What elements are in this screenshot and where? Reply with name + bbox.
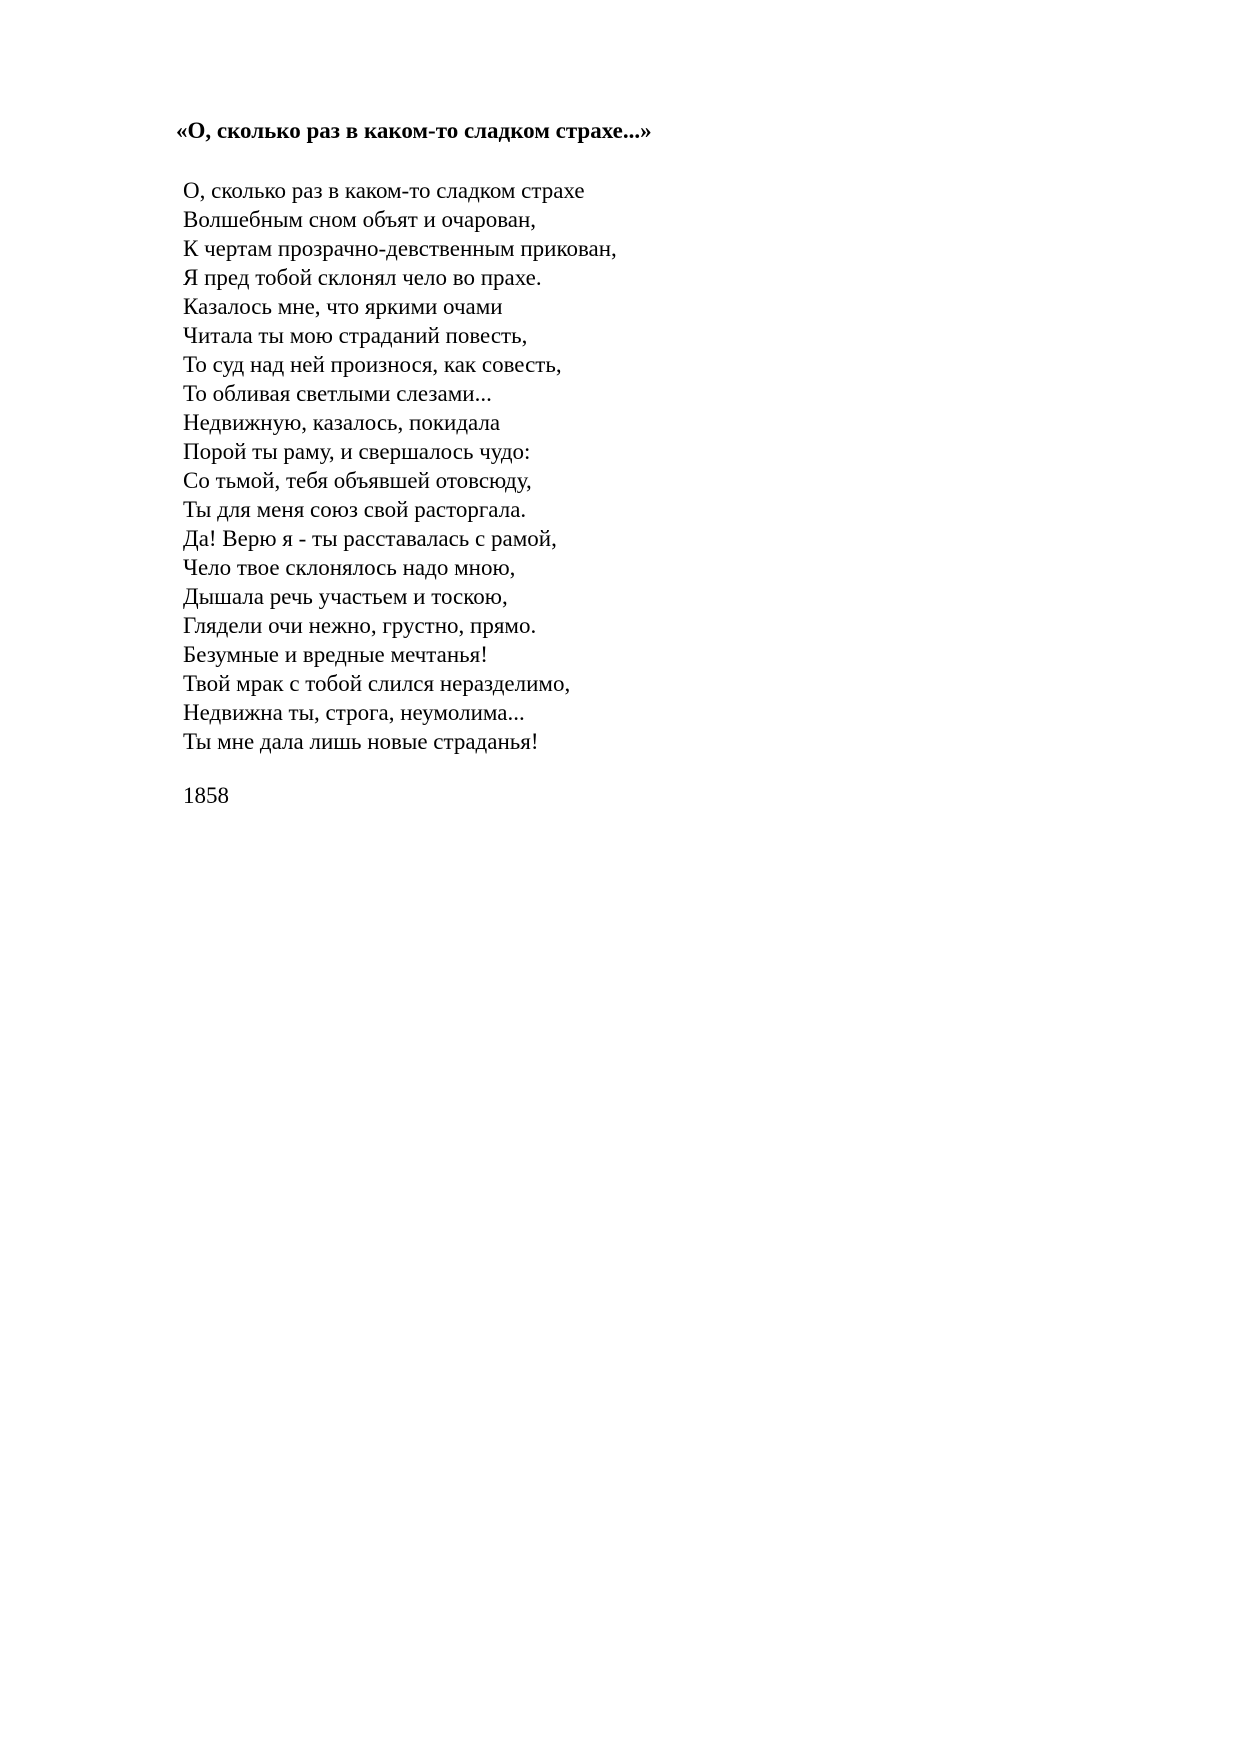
poem-title: «О, сколько раз в каком-то сладком страхе...» (176, 118, 652, 143)
poem-line: К чертам прозрачно-девственным прикован, (183, 236, 617, 261)
poem-line: Порой ты раму, и свершалось чудо: (183, 439, 531, 464)
poem-line: Чело твое склонялось надо мною, (183, 555, 516, 580)
poem-line: То обливая светлыми слезами... (183, 381, 492, 406)
poem-line: О, сколько раз в каком-то сладком страхе (183, 178, 585, 203)
poem-line: Да! Верю я - ты расставалась с рамой, (183, 526, 557, 551)
poem-line: То суд над ней произнося, как совесть, (183, 352, 562, 377)
poem-line: Казалось мне, что яркими очами (183, 294, 503, 319)
poem-line: Дышала речь участьем и тоскою, (183, 584, 508, 609)
poem-line: Со тьмой, тебя объявшей отовсюду, (183, 468, 532, 493)
poem-line: Читала ты мою страданий повесть, (183, 323, 528, 348)
poem-line: Безумные и вредные мечтанья! (183, 642, 488, 667)
poem-line: Волшебным сном объят и очарован, (183, 207, 537, 232)
poem-line: Недвижную, казалось, покидала (183, 410, 501, 435)
poem-line: Ты мне дала лишь новые страданья! (183, 729, 539, 754)
poem-year: 1858 (183, 783, 229, 808)
poem-line: Недвижна ты, строга, неумолима... (183, 700, 525, 725)
poem-line: Я пред тобой склонял чело во прахе. (183, 265, 542, 290)
poem-body (183, 176, 617, 756)
poem-line: Твой мрак с тобой слился неразделимо, (183, 671, 571, 696)
poem-line: Ты для меня союз свой расторгала. (183, 497, 527, 522)
poem-line: Глядели очи нежно, грустно, прямо. (183, 613, 537, 638)
